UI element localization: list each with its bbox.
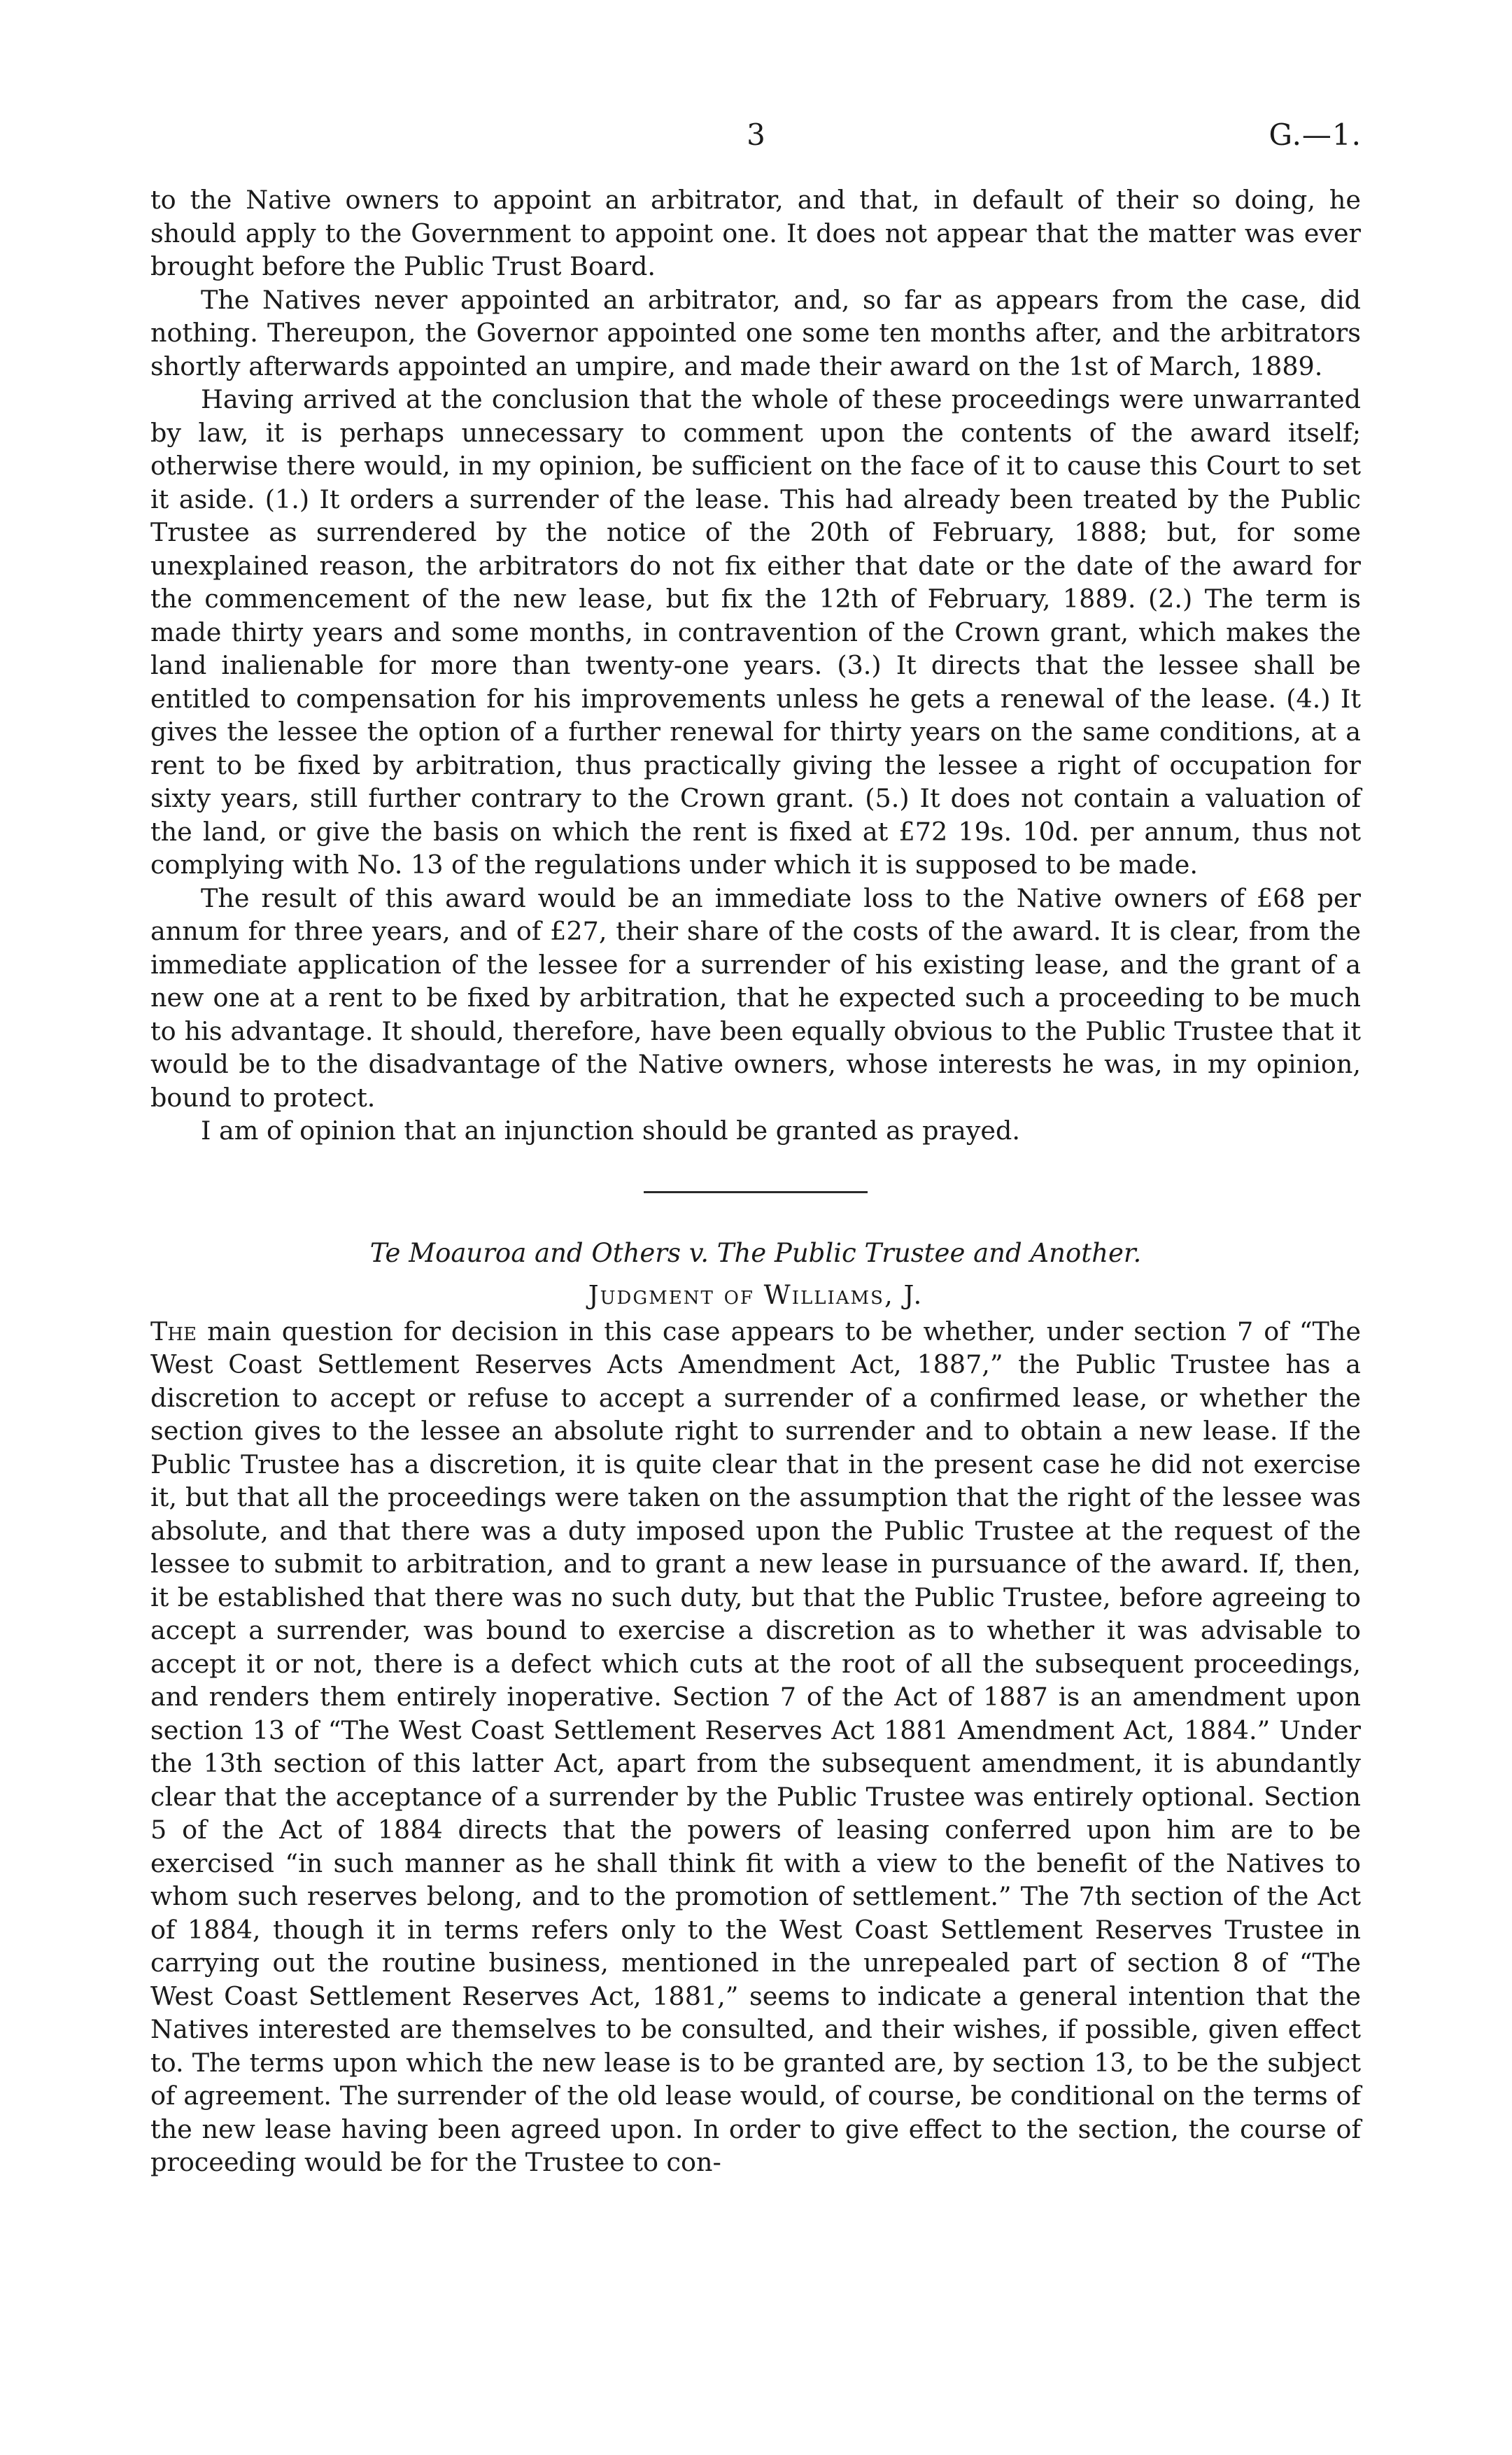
paragraph: I am of opinion that an injunction should be granted as prayed. <box>201 1116 1020 1146</box>
paragraph-continued: to the Native owners to appoint an arbitrator, and that, in default of their so doing, he should apply to the Government to appoint one. It does not appear that the matter was ever brought before the Public Trust Board. <box>150 185 1361 281</box>
case-title: Te Moauroa and Others v. The Public Trustee and Another. <box>369 1237 1142 1268</box>
document-reference: G.—1. <box>1269 118 1362 152</box>
paragraph: The result of this award would be an immediate loss to the Native owners of £68 per annum for three years, and of £27, their share of the costs of the award. It is clear, from the immediate application of the lessee for a surrender of his existing lease, and the grant of a new one at a rent to be fixed by arbitration, that he expected such a proceeding to be much to his advantage. It should, therefore, have been equally obvious to the Public Trustee that it would be to the disadvantage of the Native owners, whose interests he was, in my opinion, bound to protect. <box>150 882 1361 1113</box>
judgment-text: main question for decision in this case appears to be whether, under section 7 of “The West Coast Settlement Reserves Acts Amendment Act, 1887,” the Public Trustee has a discretion to accept or refuse to accept a surrender of a confirmed lease, or whether the section gives to the lessee an absolute right to surrender and to obtain a new lease. If the Public Trustee has a discretion, it is quite clear that in the present case he did not exercise it, but that all the proceedings were taken on the assumption that the right of the lessee was absolute, and that there was a duty imposed upon the Public Trustee at the request of the lessee to submit to arbitration, and to grant a new lease in pursuance of the award. If, then, it be established that there was no such duty, but that the Public Trustee, before agreeing to accept a surrender, was bound to exercise a discretion as to whether it was advisable to accept it or not, there is a defect which cuts at the root of all the subsequent proceedings, and renders them entirely inoperative. Section 7 of the Act of 1887 is an amendment upon section 13 of “The West Coast Settlement Reserves Act 1881 Amendment Act, 1884.” Under the 13th section of this latter Act, apart from the subsequent amendment, it is abundantly clear that the acceptance of a surrender by the Public Trustee was entirely optional. Section 5 of the Act of 1884 directs that the powers of leasing conferred upon him are to be exercised “in such manner as he shall think fit with a view to the benefit of the Natives to whom such reserves belong, and to the promotion of settlement.” The 7th section of the Act of 1884, though it in terms refers only to the West Coast Settlement Reserves Trustee in carrying out the routine business, mentioned in the unrepealed part of section 8 of “The West Coast Settlement Reserves Act, 1881,” seems to indicate a general intention that the Natives interested are themselves to be consulted, and their wishes, if possible, given effect to. The terms upon which the new lease is to be granted are, by section 13, to be the subject of agreement. The surrender of the old lease would, of course, be conditional on the terms of the new lease having been agreed upon. In order to give effect to the section, the course of proceeding would be for the Trustee to con- <box>150 1316 1361 2177</box>
body-text <box>150 183 1361 2179</box>
lead-word: The <box>150 1316 197 1346</box>
judgment-paragraph <box>150 1315 1361 2179</box>
page-number: 3 <box>747 118 765 152</box>
judgment-heading: Judgment of Williams, J. <box>588 1279 924 1310</box>
paragraph: Having arrived at the conclusion that the whole of these proceedings were unwarranted by law, it is perhaps unnecessary to comment upon the contents of the award itself; otherwise there would, in my opinion, be sufficient on the face of it to cause this Court to set it aside. (1.) It orders a surrender of the lease. This had already been treated by the Public Trustee as surrendered by the notice of the 20th of February, 1888; but, for some unexplained reason, the arbitrators do not fix either that date or the date of the award for the commencement of the new lease, but fix the 12th of February, 1889. (2.) The term is made thirty years and some months, in contravention of the Crown grant, which makes the land inalienable for more than twenty-one years. (3.) It directs that the lessee shall be entitled to compensation for his improvements unless he gets a renewal of the lease. (4.) It gives the lessee the option of a further renewal for thirty years on the same conditions, at a rent to be fixed by arbitration, thus practically giving the lessee a right of occupation for sixty years, still further contrary to the Crown grant. (5.) It does not contain a valuation of the land, or give the basis on which the rent is fixed at £72 19s. 10d. per annum, thus not complying with No. 13 of the regulations under which it is supposed to be made. <box>150 384 1361 880</box>
paragraph: The Natives never appointed an arbitrator, and, so far as appears from the case, did nothing. Thereupon, the Governor appointed one some ten months after, and the arbitrators shortly afterwards appointed an umpire, and made their award on the 1st of March, 1889. <box>150 284 1361 381</box>
page-header <box>150 118 1362 160</box>
section-divider <box>644 1191 868 1193</box>
